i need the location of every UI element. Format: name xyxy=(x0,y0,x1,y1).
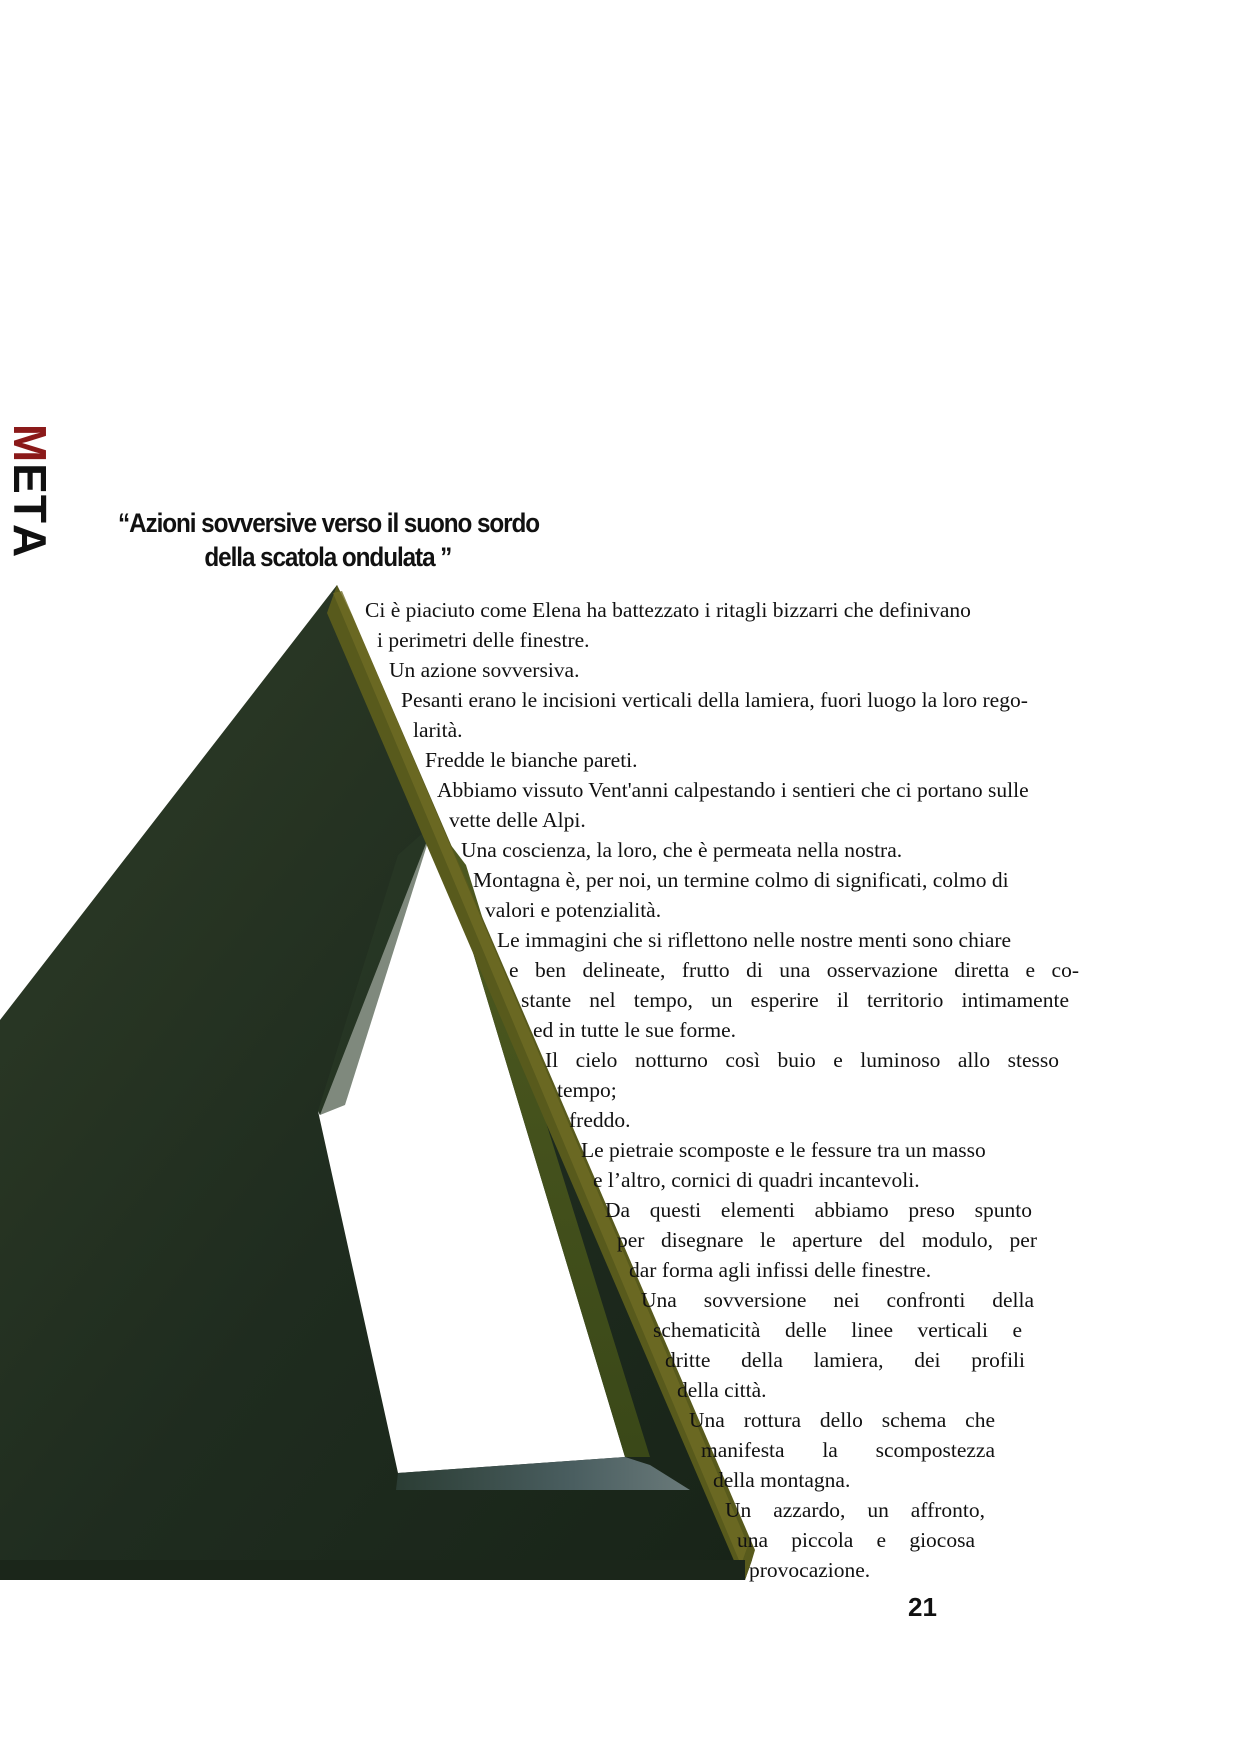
body-line: una piccola e giocosa xyxy=(737,1528,975,1552)
body-line: Una rottura dello schema che xyxy=(689,1408,995,1432)
body-line: della città. xyxy=(677,1378,767,1402)
logo-letter-t: T xyxy=(4,494,57,524)
body-line: e ben delineate, frutto di una osservazione diretta e co- xyxy=(509,958,1079,982)
body-line: della montagna. xyxy=(713,1468,851,1492)
title-line-2: della scatola ondulata ” xyxy=(204,542,452,572)
body-line: vette delle Alpi. xyxy=(449,808,586,832)
body-line: stante nel tempo, un esperire il territorio intimamente xyxy=(521,988,1069,1012)
body-line: Una sovversione nei confronti della xyxy=(641,1288,1034,1312)
body-line: larità. xyxy=(413,718,463,742)
body-line: dritte della lamiera, dei profili xyxy=(665,1348,1025,1372)
body-line: Le immagini che si riflettono nelle nostre menti sono chiare xyxy=(497,928,1012,952)
logo-letter-m: M xyxy=(4,423,57,464)
body-line: Il cielo notturno così buio e luminoso allo stesso xyxy=(545,1048,1059,1072)
body-line: Da questi elementi abbiamo preso spunto xyxy=(605,1198,1032,1222)
title-line-1: “Azioni sovversive verso il suono sordo xyxy=(118,508,540,538)
body-line: i perimetri delle finestre. xyxy=(377,628,590,652)
meta-vertical-logo xyxy=(4,423,57,559)
body-line: tempo; xyxy=(557,1078,617,1102)
article-title xyxy=(118,506,586,574)
body-line: Una coscienza, la loro, che è permeata nella nostra. xyxy=(461,838,903,862)
body-line: provocazione. xyxy=(749,1558,871,1582)
triangle-module-photo xyxy=(0,585,760,1580)
body-line: manifesta la scompostezza xyxy=(701,1438,995,1462)
body-line: per disegnare le aperture del modulo, per xyxy=(617,1228,1037,1252)
triangle-base xyxy=(0,1560,745,1580)
body-line: Pesanti erano le incisioni verticali della lamiera, fuori luogo la loro rego- xyxy=(401,688,1028,712)
body-line: Ci è piaciuto come Elena ha battezzato i ritagli bizzarri che definivano xyxy=(365,598,971,622)
body-line: Abbiamo vissuto Vent'anni calpestando i sentieri che ci portano sulle xyxy=(437,778,1029,802)
body-line: Le pietraie scomposte e le fessure tra un masso xyxy=(581,1138,986,1162)
logo-letter-e: E xyxy=(4,463,57,495)
body-line: Un azzardo, un affronto, xyxy=(725,1498,985,1522)
body-line: e l’altro, cornici di quadri incantevoli. xyxy=(593,1168,920,1192)
page-number: 21 xyxy=(908,1592,937,1622)
body-line: dar forma agli infissi delle finestre. xyxy=(629,1258,932,1282)
body-line: valori e potenzialità. xyxy=(485,898,662,922)
body-line: ed in tutte le sue forme. xyxy=(533,1018,736,1042)
body-line: Un azione sovversiva. xyxy=(389,658,580,682)
body-line: schematicità delle linee verticali e xyxy=(653,1318,1022,1342)
body-line: Montagna è, per noi, un termine colmo di significati, colmo di xyxy=(473,868,1009,892)
logo-letter-a: A xyxy=(4,523,57,559)
body-line: Fredde le bianche pareti. xyxy=(425,748,638,772)
body-line: freddo. xyxy=(569,1108,631,1132)
